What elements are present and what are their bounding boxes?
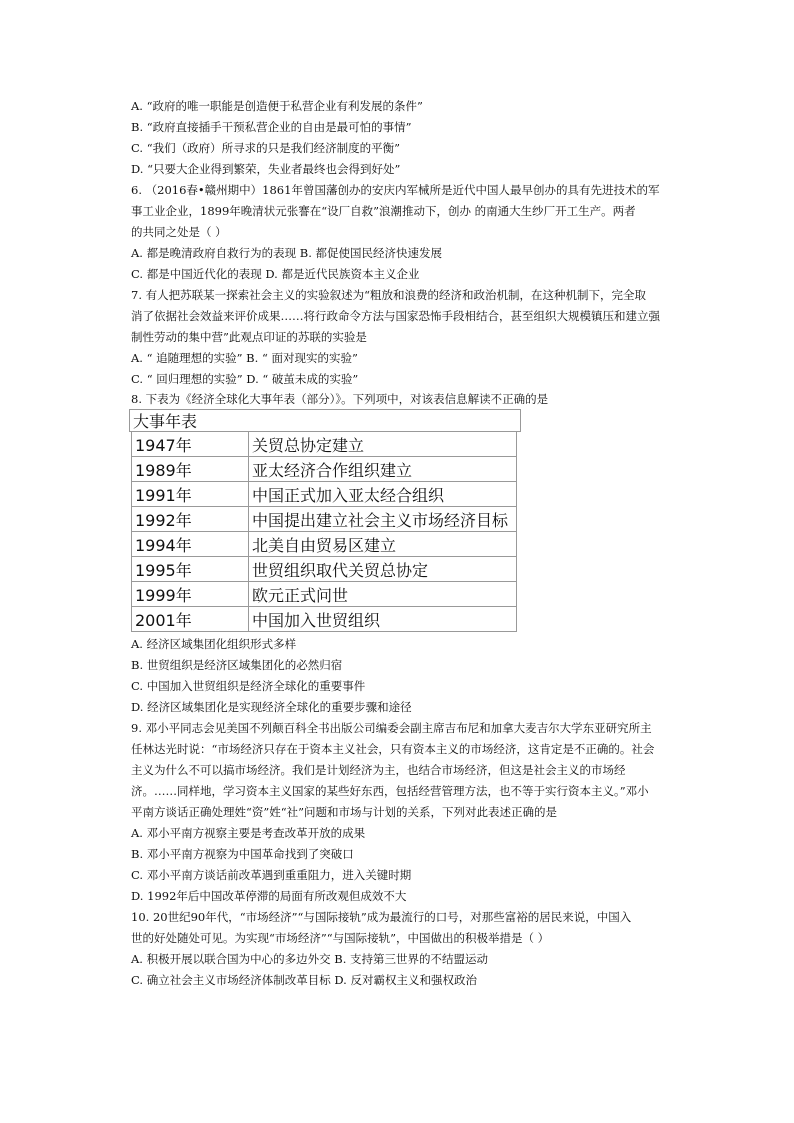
q9-option-d: D. 1992年后中国改革停滞的局面有所改观但成效不大 [131,889,407,903]
q10-options-cd: C. 确立社会主义市场经济体制改革目标 D. 反对霸权主义和强权政治 [131,973,477,987]
table-row [132,582,517,607]
q10-stem-line-1: 10. 20世纪90年代，“市场经济”“与国际接轨”成为最流行的口号，对那些富裕的居民来说，中国入 [131,910,632,924]
table-row [132,507,517,532]
table-row [132,607,517,632]
q8-option-c: C. 中国加入世贸组织是经济全球化的重要事件 [131,679,366,693]
year-cell: 1992年 [132,507,249,532]
q5-option-c: C. “我们（政府）所寻求的只是我们经济制度的平衡” [131,141,400,155]
q6-stem-line-1: 6. （2016春•赣州期中）1861年曾国藩创办的安庆内军械所是近代中国人最早创办的具有先进技术的军 [131,183,660,197]
q8-option-d: D. 经济区域集团化是实现经济全球化的重要步骤和途径 [131,700,412,714]
q9-option-c: C. 邓小平南方谈话前改革遇到重重阻力，进入关键时期 [131,868,412,882]
q6-options-cd: C. 都是中国近代化的表现 D. 都是近代民族资本主义企业 [131,267,420,281]
q10-options-ab: A. 积极开展以联合国为中心的多边外交 B. 支持第三世界的不结盟运动 [131,952,489,966]
event-cell: 中国提出建立社会主义市场经济目标 [249,507,517,532]
q7-options-ab: A. “ 追随理想的实验” B. “ 面对现实的实验” [131,351,358,365]
q7-stem-line-2: 消了依据社会效益来评价成果……将行政命令方法与国家恐怖手段相结合，甚至组织大规模镇压和建立强 [131,309,660,323]
year-cell: 1947年 [132,432,249,457]
table-row [132,432,517,457]
year-cell: 1989年 [132,457,249,482]
table-row [132,457,517,482]
q5-option-a: A. “政府的唯一职能是创造便于私营企业有利发展的条件” [131,99,423,113]
table-title: 大事年表 [129,409,521,432]
q9-stem-line-3: 主义为什么不可以搞市场经济。我们是计划经济为主，也结合市场经济，但这是社会主义的市场经 [131,763,626,777]
event-cell: 中国正式加入亚太经合组织 [249,482,517,507]
q9-stem-line-4: 济。……同样地，学习资本主义国家的某些好东西，包括经营管理方法，也不等于实行资本主义。”邓小 [131,784,649,798]
q7-stem-line-3: 制性劳动的集中营”此观点印证的苏联的实验是 [131,330,367,344]
events-table [131,431,517,632]
q9-option-b: B. 邓小平南方视察为中国革命找到了突破口 [131,847,354,861]
q8-option-a: A. 经济区域集团化组织形式多样 [131,637,297,651]
q7-stem-line-1: 7. 有人把苏联某一探索社会主义的实验叙述为“粗放和浪费的经济和政治机制，在这种机制下，完全取 [131,288,647,302]
table-row [132,482,517,507]
event-cell: 亚太经济合作组织建立 [249,457,517,482]
event-cell: 关贸总协定建立 [249,432,517,457]
q5-option-d: D. “只要大企业得到繁荣，失业者最终也会得到好处” [131,162,401,176]
event-cell: 中国加入世贸组织 [249,607,517,632]
q6-stem-line-3: 的共同之处是（ ） [131,225,227,239]
year-cell: 1994年 [132,532,249,557]
event-cell: 北美自由贸易区建立 [249,532,517,557]
q7-options-cd: C. “ 回归理想的实验” D. “ 破茧未成的实验” [131,372,359,386]
q6-stem-line-2: 事工业企业，1899年晚清状元张謇在“设厂自救”浪潮推动下，创办 的南通大生纱厂开工生产。两者 [131,204,636,218]
q8-stem: 8. 下表为《经济全球化大事年表（部分）》。下列项中，对该表信息解读不正确的是 [131,392,549,406]
q5-option-b: B. “政府直接插手干预私营企业的自由是最可怕的事情” [131,120,412,134]
year-cell: 1995年 [132,557,249,582]
table-row [132,532,517,557]
event-cell: 世贸组织取代关贸总协定 [249,557,517,582]
q8-option-b: B. 世贸组织是经济区域集团化的必然归宿 [131,658,343,672]
year-cell: 1999年 [132,582,249,607]
q6-options-ab: A. 都是晚清政府自救行为的表现 B. 都促使国民经济快速发展 [131,246,443,260]
year-cell: 1991年 [132,482,249,507]
q9-stem-line-5: 平南方谈话正确处理姓“资”姓“社”问题和市场与计划的关系，下列对此表述正确的是 [131,805,558,819]
q10-stem-line-2: 世的好处随处可见。为实现“市场经济”“与国际接轨”，中国做出的积极举措是（ ） [131,931,550,945]
table-row [132,557,517,582]
q9-option-a: A. 邓小平南方视察主要是考查改革开放的成果 [131,826,366,840]
year-cell: 2001年 [132,607,249,632]
q9-stem-line-1: 9. 邓小平同志会见美国不列颠百科全书出版公司编委会副主席吉布尼和加拿大麦吉尔大学东亚研究所主 [131,721,652,735]
event-cell: 欧元正式问世 [249,582,517,607]
q9-stem-line-2: 任林达光时说：“市场经济只存在于资本主义社会，只有资本主义的市场经济，这肯定是不正确的。社会 [131,742,655,756]
